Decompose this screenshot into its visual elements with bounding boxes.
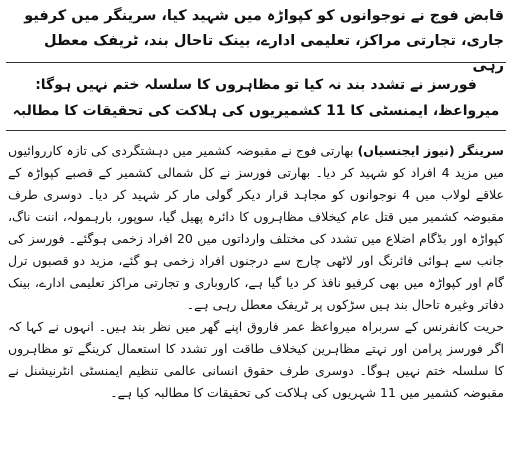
divider-top xyxy=(6,62,506,63)
divider-bottom xyxy=(6,130,506,131)
sub-headline: فورسز نے تشدد بند نہ کیا تو مظاہروں کا سلسلہ ختم نہیں ہوگا: میرواعظ، ایمنسٹی کا 11 کشمیریوں کی ہلاکت کی تحقیقات کا مطالبہ xyxy=(12,77,500,119)
article-body xyxy=(8,140,504,404)
paragraph-1 xyxy=(8,140,504,316)
paragraph-1-text: بھارتی فوج نے مقبوضہ کشمیر میں دہشتگردی کی تازہ کارروائیوں میں مزید 4 افراد کو شہید کر دیا۔ بھارتی فورسز نے کل شمالی کشمیر کے قصبے کپواڑہ کے علاقے لولاب میں 4 نوجوانوں کو مجاہد قرار دیکر گولی مار کر شہید کر دیا۔ دوسری طرف مقبوضہ کشمیر میں قتل عام کیخلاف مظاہروں کا دائرہ پھیل گیا، سوپور، بارہمولہ، اننت ناگ، کپواڑہ اور بڈگام اضلاع میں تشدد کی مختلف وارداتوں میں 20 افراد زخمی ہوگئے۔ فورسز کی جانب سے ہوائی فائرنگ اور لاٹھی چارج سے درجنوں افراد زخمی ہو گئے، مزید دو قصبوں ترل گام اور کپواڑہ میں بھی کرفیو نافذ کر دیا گیا ہے، کاروباری و تجارتی مراکز تعلیمی ادارے، بینک دفاتر وغیرہ تاحال بند ہیں سڑکوں پر ٹریفک معطل رہی ہے۔ xyxy=(8,143,504,312)
main-headline: قابض فوج نے نوجوانوں کو کپواڑہ میں شہید کیا، سرینگر میں کرفیو جاری، تجارتی مراکز، تعلیمی ادارے، بینک تاحال بند، ٹریفک معطل رہی xyxy=(24,8,504,74)
paragraph-2: حریت کانفرنس کے سربراہ میرواعظ عمر فاروق اپنے گھر میں نظر بند ہیں۔ انہوں نے کہا کہ اگر فورسز پرامن اور نہتے مظاہرین کیخلاف طاقت اور تشدد کا استعمال کرینگے تو مظاہروں کا سلسلہ ختم نہیں ہوگا۔ دوسری طرف حقوق انسانی عالمی تنظیم ایمنسٹی انٹرنیشنل نے مقبوضہ کشمیر میں 11 شہریوں کی ہلاکت کی تحقیقات کا مطالبہ کیا ہے۔ xyxy=(8,319,504,400)
dateline: سرینگر (نیوز ایجنسیاں) xyxy=(357,143,504,158)
